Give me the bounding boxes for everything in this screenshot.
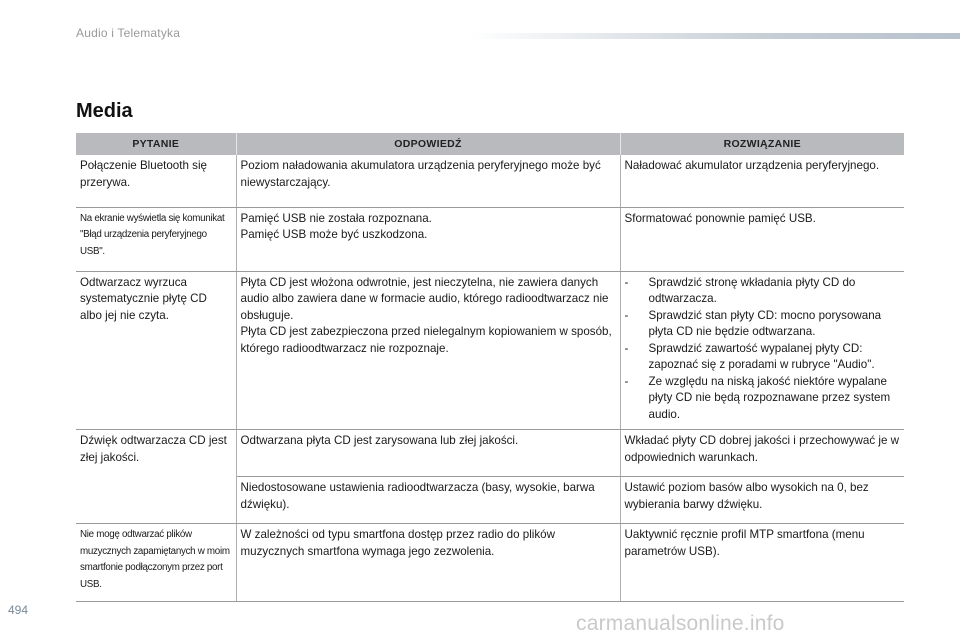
column-header-question: PYTANIE: [76, 133, 236, 155]
answer-cell: [236, 155, 620, 207]
answer-cell: [236, 477, 620, 524]
answer-cell: [236, 524, 620, 602]
question-cell: Na ekranie wyświetla się komunikat "Błąd urządzenia peryferyjnego USB".: [76, 207, 236, 271]
answer-line: Niedostosowane ustawienia radioodtwarzacza (basy, wysokie, barwa dźwięku).: [240, 481, 595, 511]
table-row: [76, 271, 904, 430]
table-row: [76, 524, 904, 602]
section-header: Audio i Telematyka: [76, 26, 181, 40]
table-row: [76, 207, 904, 271]
solution-list-text: Sprawdzić zawartość wypalanej płyty CD: zapoznać się z poradami w rubryce "Audio".: [648, 341, 875, 371]
answer-line: Pamięć USB nie została rozpoznana.: [240, 211, 432, 225]
watermark: carmanualsonline.info: [576, 612, 785, 635]
troubleshooting-table: [76, 133, 904, 602]
answer-line: Poziom naładowania akumulatora urządzenia peryferyjnego może być niewystarczający.: [240, 159, 601, 189]
page-number: 494: [8, 603, 29, 617]
column-header-answer: ODPOWIEDŹ: [236, 133, 620, 155]
question-cell: Połączenie Bluetooth się przerywa.: [76, 155, 236, 207]
answer-line: W zależności od typu smartfona dostęp przez radio do plików muzycznych smartfona wymaga jego zezwolenia.: [240, 528, 555, 558]
solution-list-item: - Ze względu na niską jakość niektóre wypalane płyty CD nie będą rozpoznawane przez system audio.: [624, 374, 891, 421]
solution-cell: [620, 271, 904, 430]
question-cell: Nie mogę odtwarzać plików muzycznych zapamiętanych w moim smartfonie podłączonym przez port USB.: [76, 524, 236, 602]
header-divider-bar: [470, 33, 960, 39]
solution-list-item: - Sprawdzić stronę wkładania płyty CD do odtwarzacza.: [624, 275, 856, 305]
solution-cell: Naładować akumulator urządzenia peryferyjnego.: [620, 155, 904, 207]
answer-line: Płyta CD jest włożona odwrotnie, jest nieczytelna, nie zawiera danych audio albo zawiera dane w formacie audio, którego radioodtwarzacz nie obsługuje.: [240, 275, 609, 322]
answer-line: Pamięć USB może być uszkodzona.: [240, 228, 428, 241]
solution-list-text: Ze względu na niską jakość niektóre wypalane płyty CD nie będą rozpoznawane przez system audio.: [648, 374, 891, 421]
solution-cell: Sformatować ponownie pamięć USB.: [620, 207, 904, 271]
answer-cell: [236, 207, 620, 271]
table-row: [76, 155, 904, 207]
answer-cell: [236, 430, 620, 477]
solution-cell: Ustawić poziom basów albo wysokich na 0, bez wybierania barwy dźwięku.: [620, 477, 904, 524]
solution-list-text: Sprawdzić stan płyty CD: mocno porysowana płyta CD nie będzie odtwarzana.: [648, 308, 882, 338]
question-cell: Odtwarzacz wyrzuca systematycznie płytę CD albo jej nie czyta.: [76, 271, 236, 430]
solution-cell: Wkładać płyty CD dobrej jakości i przechowywać je w odpowiednich warunkach.: [620, 430, 904, 477]
column-header-solution: ROZWIĄZANIE: [620, 133, 904, 155]
answer-line: Odtwarzana płyta CD jest zarysowana lub złej jakości.: [240, 434, 519, 447]
solution-list: [625, 275, 901, 424]
solution-list-item: - Sprawdzić stan płyty CD: mocno porysowana płyta CD nie będzie odtwarzana.: [624, 308, 882, 338]
table-header-row: [76, 133, 904, 155]
answer-line: Płyta CD jest zabezpieczona przed nielegalnym kopiowaniem w sposób, którego radioodtwarzacz nie rozpoznaje.: [240, 325, 612, 355]
solution-cell: Uaktywnić ręcznie profil MTP smartfona (menu parametrów USB).: [620, 524, 904, 602]
page-title: Media: [76, 100, 133, 122]
answer-cell: [236, 271, 620, 430]
solution-list-item: - Sprawdzić zawartość wypalanej płyty CD: zapoznać się z poradami w rubryce "Audio".: [624, 341, 875, 371]
solution-list-text: Sprawdzić stronę wkładania płyty CD do odtwarzacza.: [648, 275, 856, 305]
table-row: [76, 430, 904, 477]
question-cell: Dźwięk odtwarzacza CD jest złej jakości.: [76, 430, 236, 524]
